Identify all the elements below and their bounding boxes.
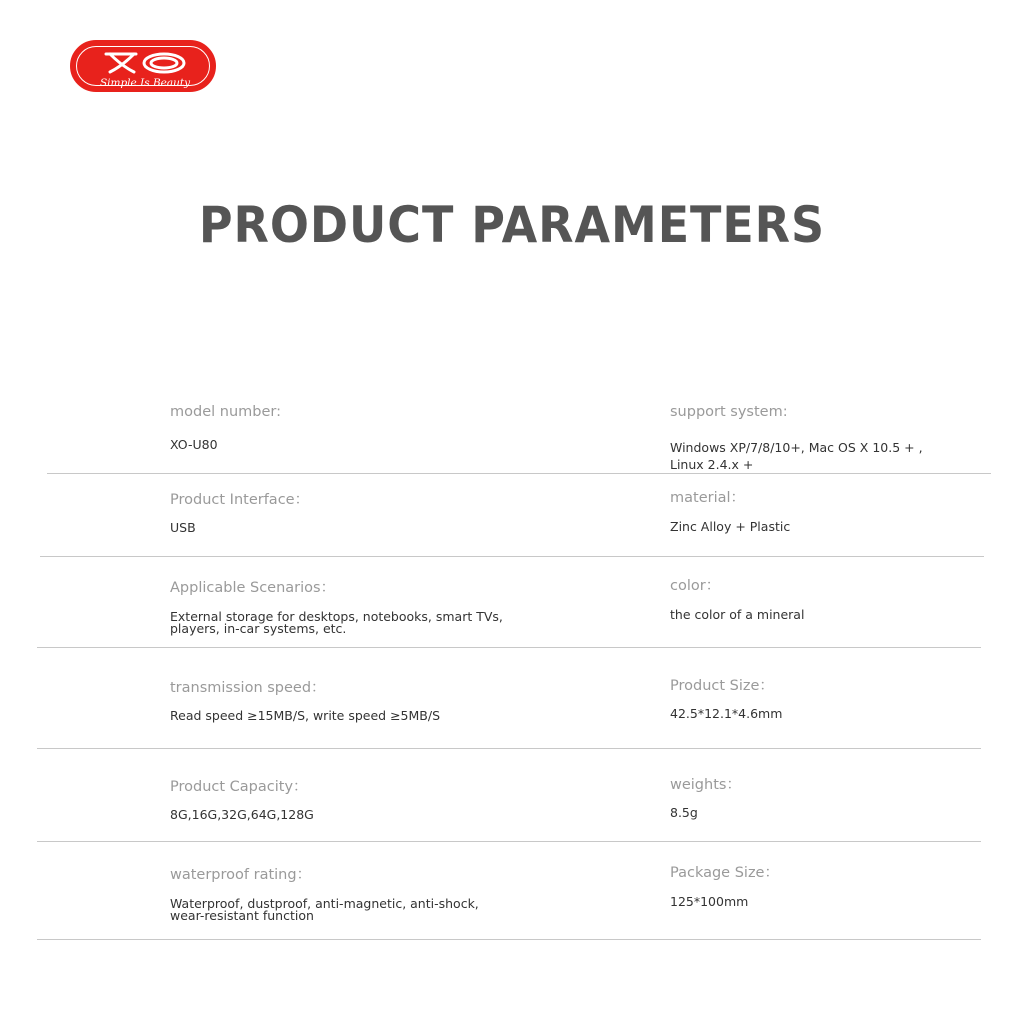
row-divider [37, 939, 981, 940]
page-title: PRODUCT PARAMETERS [198, 196, 826, 254]
param-label-material: material： [670, 490, 746, 506]
param-value-package-size: 125*100mm [670, 894, 749, 909]
param-label-transmission-speed: transmission speed： [170, 680, 326, 696]
logo-mark-icon [72, 42, 218, 94]
param-value-transmission-speed: Read speed ≥15MB/S, write speed ≥5MB/S [170, 708, 441, 723]
param-value-model-number: XO-U80 [170, 437, 218, 452]
param-value-weights: 8.5g [670, 805, 698, 820]
param-label-applicable-scenarios: Applicable Scenarios： [170, 580, 336, 596]
param-value-applicable-scenarios: External storage for desktops, notebooks, smart TVs, players, in-car systems, etc. [170, 609, 503, 636]
row-divider [37, 841, 981, 842]
param-label-product-size: Product Size： [670, 678, 774, 694]
param-label-support-system: support system: [670, 404, 788, 420]
param-label-weights: weights： [670, 777, 741, 793]
param-value-product-size: 42.5*12.1*4.6mm [670, 706, 783, 721]
row-divider [37, 748, 981, 749]
param-label-color: color： [670, 578, 721, 594]
brand-logo [70, 40, 216, 92]
param-label-package-size: Package Size： [670, 865, 779, 881]
param-value-product-capacity: 8G,16G,32G,64G,128G [170, 807, 314, 822]
param-value-material: Zinc Alloy + Plastic [670, 519, 791, 534]
row-divider [37, 647, 981, 648]
row-divider [40, 556, 984, 557]
row-divider [47, 473, 991, 474]
logo-tagline: Simple Is Beauty [99, 77, 191, 89]
param-label-product-interface: Product Interface： [170, 492, 310, 508]
param-label-model-number: model number: [170, 404, 281, 420]
param-value-waterproof-rating: Waterproof, dustproof, anti-magnetic, anti-shock, wear-resistant function [170, 896, 479, 923]
param-value-support-system: Windows XP/7/8/10+, Mac OS X 10.5 + , Linux 2.4.x + [670, 440, 923, 472]
param-value-product-interface: USB [170, 520, 196, 535]
param-label-product-capacity: Product Capacity： [170, 779, 308, 795]
param-value-color: the color of a mineral [670, 607, 805, 622]
param-label-waterproof-rating: waterproof rating： [170, 867, 312, 883]
